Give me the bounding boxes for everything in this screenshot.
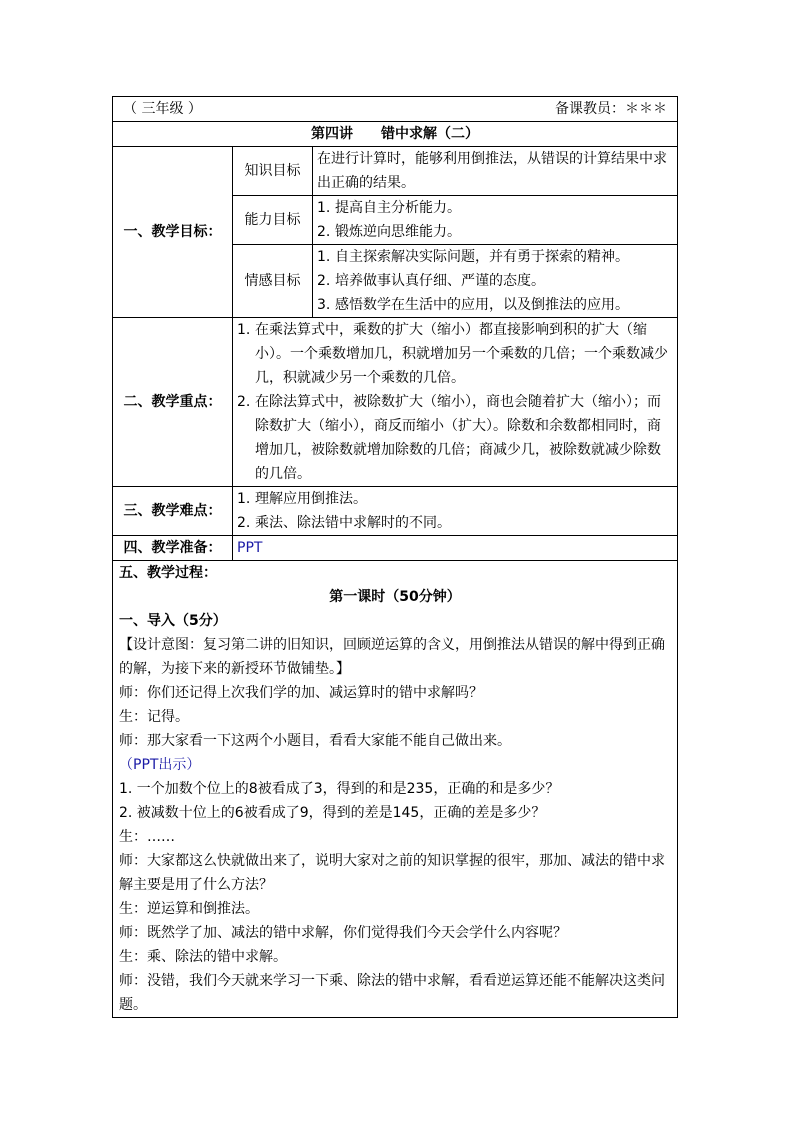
dialogue-line: 生：…… — [119, 829, 175, 845]
lesson-plan-page — [112, 96, 677, 1018]
section-heading: 一、导入（5分） — [119, 613, 227, 629]
list-item: 2. 乘法、除法错中求解时的不同。 — [237, 515, 451, 531]
preparation-row — [113, 536, 678, 561]
objective-knowledge-row — [113, 147, 678, 196]
lesson-plan-table — [112, 96, 678, 1018]
list-item: 1. 理解应用倒推法。 — [237, 491, 367, 507]
dialogue-line: 师：大家都这么快就做出来了，说明大家对之前的知识掌握的很牢，那加、减法的错中求解主要是用了什么方法？ — [119, 853, 665, 893]
list-item: 1. 在乘法算式中，乘数的扩大（缩小）都直接影响到积的扩大（缩小）。一个乘数增加几，积就增加另一个乘数的几倍；一个乘数减少几，积就减少另一个乘数的几倍。 — [237, 322, 668, 386]
design-intent: 【设计意图：复习第二讲的旧知识，回顾逆运算的含义，用倒推法从错误的解中得到正确的解，为接下来的新授环节做铺垫。】 — [119, 637, 665, 677]
ability-goal-list — [313, 196, 678, 245]
emotion-goal-list — [313, 245, 678, 318]
teacher-label: 备课教员：＊＊＊ — [555, 101, 668, 117]
problem-line: 1. 一个加数个位上的8被看成了3，得到的和是235，正确的和是多少？ — [119, 781, 560, 797]
process-row — [113, 561, 678, 1018]
title-row — [113, 122, 678, 147]
key-points-row — [113, 318, 678, 487]
process-cell — [113, 561, 678, 1018]
difficulties-row — [113, 487, 678, 536]
problem-line: 2. 被减数十位上的6被看成了9，得到的差是145，正确的差是多少？ — [119, 805, 546, 821]
dialogue-line: 生：乘、除法的错中求解。 — [119, 949, 287, 965]
lesson-title: 第四讲 错中求解（二） — [113, 122, 678, 147]
dialogue-line: 师：没错，我们今天就来学习一下乘、除法的错中求解，看看逆运算还能不能解决这类问题。 — [119, 973, 665, 1013]
dialogue-line: 师：你们还记得上次我们学的加、减运算时的错中求解吗？ — [119, 685, 483, 701]
dialogue-line: 生：记得。 — [119, 709, 189, 725]
preparation-value: PPT — [233, 536, 678, 561]
key-points-list — [233, 318, 678, 487]
list-item: 3. 感悟数学在生活中的应用，以及倒推法的应用。 — [317, 297, 629, 313]
grade-label: （ 三年级 ） — [123, 101, 202, 117]
list-item: 2. 在除法算式中，被除数扩大（缩小），商也会随着扩大（缩小）；而除数扩大（缩小），商反而缩小（扩大）。除数和余数都相同时，商增加几，被除数就增加除数的几倍；商减少几，被除数就减少除数的几倍。 — [237, 394, 661, 482]
list-item: 2. 培养做事认真仔细、严谨的态度。 — [317, 273, 545, 289]
list-item: 1. 自主探索解决实际问题，并有勇于探索的精神。 — [317, 249, 629, 265]
list-item: 1. 提高自主分析能力。 — [317, 200, 461, 216]
session-title: 第一课时（50分钟） — [329, 589, 461, 605]
ability-goal-label: 能力目标 — [233, 196, 313, 245]
emotion-goal-label: 情感目标 — [233, 245, 313, 318]
dialogue-line: 师：既然学了加、减法的错中求解，你们觉得我们今天会学什么内容呢？ — [119, 925, 567, 941]
key-points-label: 二、教学重点： — [113, 318, 233, 487]
header-row — [113, 97, 678, 122]
difficulties-label: 三、教学难点： — [113, 487, 233, 536]
list-item: 2. 锻炼逆向思维能力。 — [317, 224, 461, 240]
dialogue-line: 师：那大家看一下这两个小题目，看看大家能不能自己做出来。 — [119, 733, 511, 749]
difficulties-list — [233, 487, 678, 536]
objectives-label: 一、教学目标： — [113, 147, 233, 318]
ppt-label: （PPT出示） — [119, 757, 201, 773]
process-label: 五、教学过程： — [119, 565, 217, 581]
preparation-label: 四、教学准备： — [113, 536, 233, 561]
knowledge-goal-label: 知识目标 — [233, 147, 313, 196]
knowledge-goal-text: 在进行计算时，能够利用倒推法，从错误的计算结果中求出正确的结果。 — [313, 147, 678, 196]
dialogue-line: 生：逆运算和倒推法。 — [119, 901, 259, 917]
